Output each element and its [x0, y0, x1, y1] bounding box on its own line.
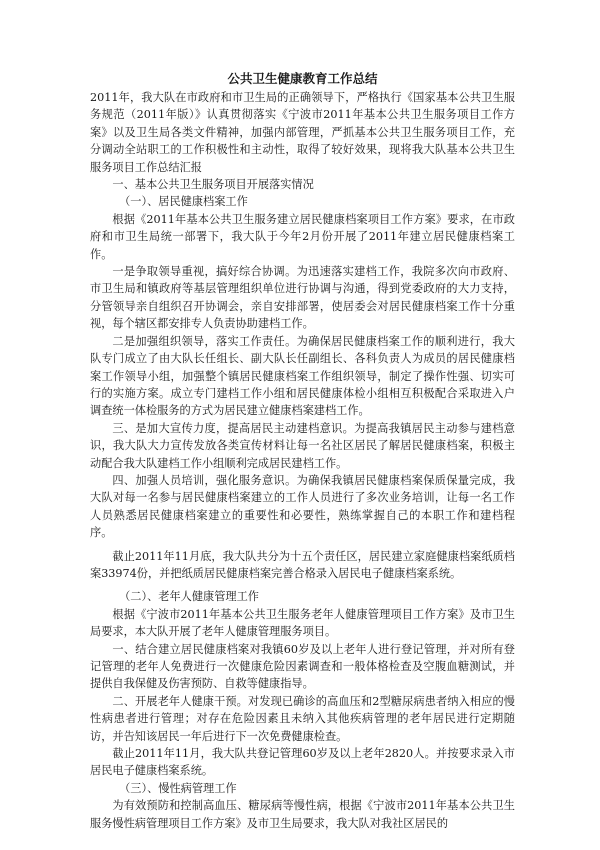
- section-heading-1: 一、基本公共卫生服务项目开展落实情况: [112, 178, 314, 192]
- organization-leadership-paragraph: 二是加强组织领导，落实工作责任。为确保居民健康档案工作的顺利进行，我大队专门成立了由大队长任组长、副大队长任副组长、各科负责人为成员的居民健康档案工作领导小组，加强整个镇居民健康档案工作组织领导，制定了操作性强、切实可行的实施方案。成立专门建档工作小组和居民健康体检小组相互积极配合采取进入户调查统一体检服务的方式为居民建立健康档案建档工作。: [90, 334, 515, 418]
- subsection-heading-chronic: （三）、慢性病管理工作: [119, 781, 237, 795]
- document-title: 公共卫生健康教育工作总结: [227, 71, 378, 86]
- health-records-result-paragraph: 截止2011年11月底，我大队共分为十五个责任区，居民建立家庭健康档案纸质档案33974份，并把纸质居民健康档案完善合格录入居民电子健康档案系统。: [90, 549, 515, 580]
- document-page: [90, 70, 515, 832]
- elderly-basis-paragraph: 根据《宁波市2011年基本公共卫生服务老年人健康管理项目工作方案》及市卫生局要求，本大队开展了老年人健康管理服务项目。: [90, 607, 515, 639]
- elderly-result-paragraph: 截止2011年11月，我大队共登记管理60岁及以上老年2820人。并按要求录入市居民电子健康档案系统。: [90, 747, 515, 778]
- health-records-basis-paragraph: 根据《2011年基本公共卫生服务建立居民健康档案项目工作方案》要求，在市政府和市卫生局统一部署下，我大队于今年2月份开展了2011年建立居民健康档案工作。: [90, 212, 515, 261]
- staff-training-paragraph: 四、加强人员培训，强化服务意识。为确保我镇居民健康档案保质保量完成，我大队对每一名参与居民健康档案建立的工作人员进行了多次业务培训，让每一名工作人员熟悉居民健康档案建立的重要性和必要性，熟练掌握自己的本职工作和建档程序。: [90, 473, 515, 540]
- publicity-paragraph: 三、是加大宣传力度，提高居民主动建档意识。为提高我镇居民主动参与建档意识，我大队大力宣传发放各类宣传材料让每一名社区居民了解居民健康档案，积极主动配合我大队建档工作小组顺利完成居民建档工作。: [90, 421, 515, 470]
- subsection-heading-health-records: （一）、居民健康档案工作: [119, 195, 248, 209]
- subsection-heading-elderly: （二）、老年人健康管理工作: [119, 590, 259, 604]
- intro-paragraph: 2011年，我大队在市政府和市卫生局的正确领导下，严格执行《国家基本公共卫生服务规范（2011年版）》认真贯彻落实《宁波市2011年基本公共卫生服务项目工作方案》以及卫生局各类文件精神，加强内部管理，严抓基本公共卫生服务项目工作，充分调动全站职工的工作积极性和主动性，取得了较好效果，现将我大队基本公共卫生服务项目工作总结汇报: [90, 91, 515, 174]
- chronic-disease-paragraph: 为有效预防和控制高血压、糖尿病等慢性病，根据《宁波市2011年基本公共卫生服务慢性病管理项目工作方案》及市卫生局要求，我大队对我社区居民的: [90, 799, 515, 830]
- elderly-registration-paragraph: 一、结合建立居民健康档案对我镇60岁及以上老年人进行登记管理，并对所有登记管理的老年人免费进行一次健康危险因素调查和一般体格检查及空腹血糖测试，并提供自我保健及伤害预防、自救等健康指导。: [90, 642, 515, 691]
- elderly-intervention-paragraph: 二、开展老年人健康干预。对发现已确诊的高血压和2型糖尿病患者纳入相应的慢性病患者进行管理；对存在危险因素且未纳入其他疾病管理的老年居民进行定期随访，并告知该居民一年后进行下一次免费健康检查。: [90, 694, 515, 743]
- leadership-coordination-paragraph: 一是争取领导重视，搞好综合协调。为迅速落实建档工作，我院多次向市政府、市卫生局和镇政府等基层管理组织单位进行协调与沟通，得到党委政府的大力支持，分管领导亲自组织召开协调会，亲自安排部署，使居委会对居民健康档案工作十分重视，每个辖区都安排专人负责协助建档工作。: [90, 265, 515, 331]
